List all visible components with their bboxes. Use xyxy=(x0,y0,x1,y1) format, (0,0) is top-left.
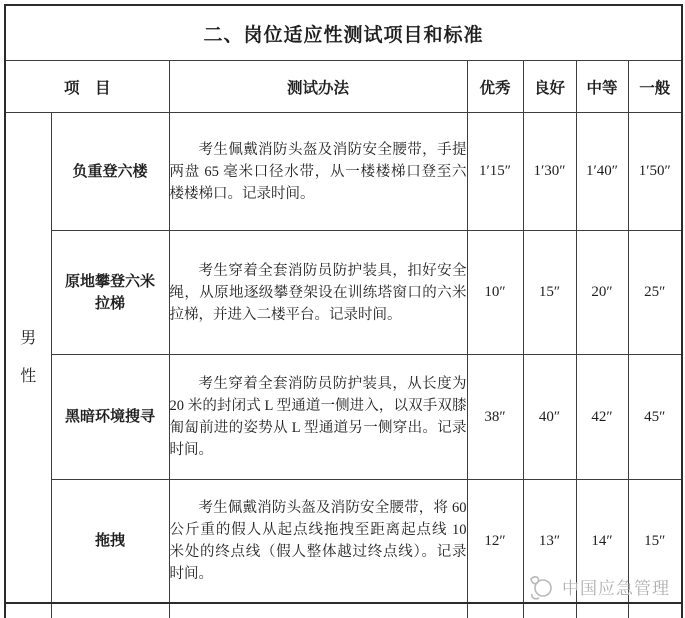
row1-method: 考生佩戴消防头盔及消防安全腰带，手提两盘 65 毫米口径水带，从一楼楼梯口登至六楼楼梯口。记录时间。 xyxy=(169,141,467,202)
row4-excellent: 12″ xyxy=(467,480,523,604)
table-header-row xyxy=(5,61,682,113)
partial-method-cell xyxy=(169,603,467,618)
row1-name: 负重登六楼 xyxy=(72,162,148,180)
page-title: 二、岗位适应性测试项目和标准 xyxy=(5,5,682,61)
row2-medium: 20″ xyxy=(576,231,628,355)
row4-method: 考生佩戴消防头盔及消防安全腰带，将 60 公斤重的假人从起点线拖拽至距离起点线 10 米处的终点线（假人整体越过终点线）。记录时间。 xyxy=(169,500,467,582)
header-excellent: 优秀 xyxy=(467,61,523,113)
partial-val3-cell xyxy=(576,603,628,618)
row1-medium: 1′40″ xyxy=(576,113,628,231)
row3-general: 45″ xyxy=(628,355,682,480)
row2-excellent: 10″ xyxy=(467,231,523,355)
partial-val4-cell xyxy=(628,603,682,618)
row1-name-cell xyxy=(51,113,169,231)
row1-good: 1′30″ xyxy=(523,113,576,231)
header-general: 一般 xyxy=(628,61,682,113)
header-item: 项 目 xyxy=(5,61,169,113)
watermark-text: 中国应急管理 xyxy=(562,578,670,598)
table-row-weighted-climb xyxy=(5,113,682,231)
row4-method-cell xyxy=(169,480,467,604)
row2-name: 原地攀登六米拉梯 xyxy=(64,272,155,312)
row2-general: 25″ xyxy=(628,231,682,355)
group-male-cell xyxy=(5,113,51,604)
row3-good: 40″ xyxy=(523,355,576,480)
header-medium: 中等 xyxy=(576,61,628,113)
row4-name-cell xyxy=(51,480,169,604)
standards-table xyxy=(4,4,683,618)
row2-name-cell xyxy=(51,231,169,355)
row1-excellent: 1′15″ xyxy=(467,113,523,231)
row3-method-cell xyxy=(169,355,467,480)
table-row-ladder-climb xyxy=(5,231,682,355)
emergency-management-logo-icon xyxy=(527,571,557,601)
group-male-char-1: 男 xyxy=(20,329,37,347)
header-method: 测试办法 xyxy=(169,61,467,113)
row2-method-cell xyxy=(169,231,467,355)
row2-good: 15″ xyxy=(523,231,576,355)
row3-medium: 42″ xyxy=(576,355,628,480)
partial-group-cell xyxy=(5,603,51,618)
row1-method-cell xyxy=(169,113,467,231)
row4-general: 15″ xyxy=(628,480,682,604)
row4-name: 拖拽 xyxy=(94,532,125,549)
row2-method: 考生穿着全套消防员防护装具，扣好安全绳，从原地逐级攀登架设在训练塔窗口的六米拉梯，并进入二楼平台。记录时间。 xyxy=(169,262,467,323)
watermark xyxy=(527,571,670,601)
row3-name: 黑暗环境搜寻 xyxy=(64,408,155,425)
row1-general: 1′50″ xyxy=(628,113,682,231)
header-good: 良好 xyxy=(523,61,576,113)
table-row-partial-next-section xyxy=(5,603,682,618)
row3-method: 考生穿着全套消防员防护装具，从长度为 20 米的封闭式 L 型通道一侧进入，以双手双膝匍匐前进的姿势从 L 型通道另一侧穿出。记录时间。 xyxy=(169,376,467,458)
row3-excellent: 38″ xyxy=(467,355,523,480)
group-male-char-2: 性 xyxy=(20,367,37,385)
row4-good: 13″ xyxy=(523,480,576,604)
row4-medium: 14″ xyxy=(576,480,628,604)
partial-val2-cell xyxy=(523,603,576,618)
table-row-dark-search xyxy=(5,355,682,480)
title-row xyxy=(5,5,682,61)
partial-name-cell xyxy=(51,603,169,618)
row3-name-cell xyxy=(51,355,169,480)
partial-val1-cell xyxy=(467,603,523,618)
